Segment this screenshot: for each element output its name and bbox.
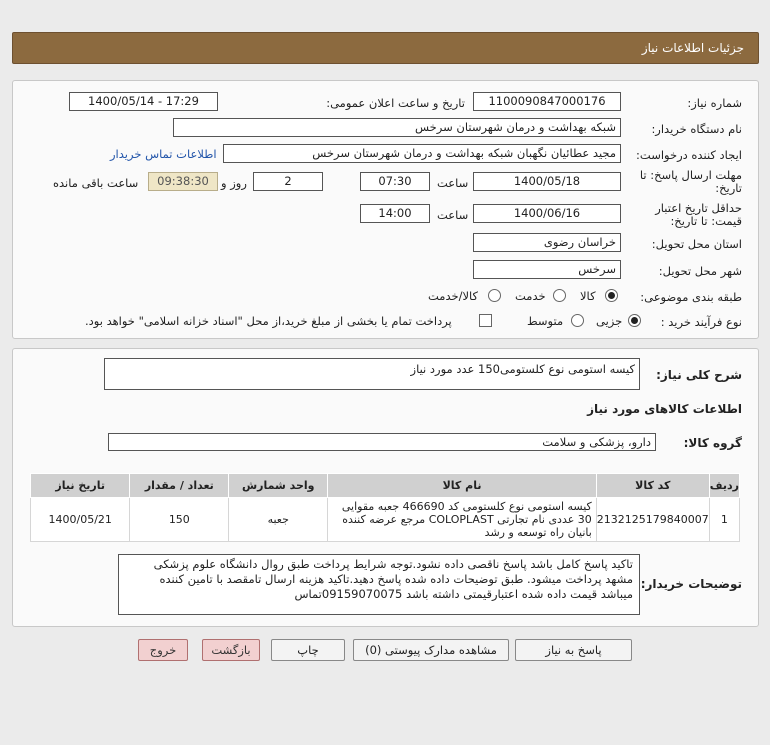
process-label: نوع فرآیند خرید : xyxy=(660,315,742,329)
buyer-notes-box: تاکید پاسخ کامل باشد پاسخ ناقصی داده نشود.توجه شرایط پرداخت طبق روال دانشگاه علوم پزشکی مشهد پرداخت میشود. طبق توضیحات داده شده پاسخ دهید.تاکید هزینه ارسال تامقصد با تامین کننده میباشد قیمت داده شده اعتبارقیمتی داشته باشد 09159070075تماس xyxy=(118,554,640,615)
deadline-time-label: ساعت xyxy=(437,176,469,190)
reply-button[interactable]: پاسخ به نیاز xyxy=(515,639,632,661)
deadline-date-field: 1400/05/18 xyxy=(473,172,621,191)
back-button[interactable]: بازگشت xyxy=(202,639,260,661)
remaining-label: ساعت باقی مانده xyxy=(53,176,139,190)
deadline-label-2: تاریخ: xyxy=(715,181,742,195)
province-field: خراسان رضوی xyxy=(473,233,621,252)
process-option-minor: جزیی xyxy=(596,314,623,328)
exit-button[interactable]: خروج xyxy=(138,639,188,661)
need-number-field: 1100090847000176 xyxy=(473,92,621,111)
treasury-payment-checkbox[interactable] xyxy=(479,314,492,327)
need-number-label: شماره نیاز: xyxy=(687,96,742,110)
validity-label-1: حداقل تاریخ اعتبار xyxy=(655,201,742,215)
category-radio-goods-service[interactable] xyxy=(488,289,501,302)
buyer-notes-label: توضیحات خریدار: xyxy=(640,577,742,591)
category-option-goods-service: کالا/خدمت xyxy=(428,289,479,303)
category-option-service: خدمت xyxy=(515,289,546,303)
category-option-goods: کالا xyxy=(580,289,596,303)
validity-time-field: 14:00 xyxy=(360,204,430,223)
table-header-row xyxy=(31,474,740,498)
deadline-label-1: مهلت ارسال پاسخ: تا xyxy=(639,168,742,182)
category-label: طبقه بندی موضوعی: xyxy=(640,290,742,304)
code-cell: 2132125179840007 xyxy=(596,498,709,542)
goods-group-label: گروه کالا: xyxy=(683,436,742,450)
attachments-button[interactable]: مشاهده مدارک پیوستی (0) xyxy=(353,639,509,661)
name-cell: کیسه استومی نوع کلستومی کد 466690 جعبه مقوایی 30 عددی نام تجارتی COLOPLAST مرجع عرضه کننده بانیان راه توسعه و رشد xyxy=(328,498,597,542)
date-cell: 1400/05/21 xyxy=(31,498,130,542)
row-number-cell: 1 xyxy=(709,498,739,542)
col-header-code: کد کالا xyxy=(596,474,709,498)
requester-field: مجید عطائیان نگهبان شبکه بهداشت و درمان شهرستان سرخس xyxy=(223,144,621,163)
col-header-unit: واحد شمارش xyxy=(229,474,328,498)
col-header-name: نام کالا xyxy=(328,474,597,498)
header-bar xyxy=(12,32,759,64)
remaining-time-field: 09:38:30 xyxy=(148,172,218,191)
quantity-cell: 150 xyxy=(130,498,229,542)
process-radio-minor[interactable] xyxy=(628,314,641,327)
col-header-quantity: تعداد / مقدار xyxy=(130,474,229,498)
deadline-time-field: 07:30 xyxy=(360,172,430,191)
col-header-date: تاریخ نیاز xyxy=(31,474,130,498)
validity-date-field: 1400/06/16 xyxy=(473,204,621,223)
announce-label: تاریخ و ساعت اعلان عمومی: xyxy=(326,96,465,110)
category-radio-goods[interactable] xyxy=(605,289,618,302)
print-button[interactable]: چاپ xyxy=(271,639,345,661)
page-title: جزئیات اطلاعات نیاز xyxy=(641,41,744,55)
city-field: سرخس xyxy=(473,260,621,279)
days-label: روز و xyxy=(221,176,247,190)
validity-label-2: قیمت: تا تاریخ: xyxy=(670,214,742,228)
province-label: استان محل تحویل: xyxy=(651,237,742,251)
unit-cell: جعبه xyxy=(229,498,328,542)
table-row xyxy=(31,498,740,542)
validity-time-label: ساعت xyxy=(437,208,469,222)
summary-field: کیسه استومی نوع کلستومی150 عدد مورد نیاز xyxy=(104,358,640,390)
payment-note: پرداخت تمام یا بخشی از مبلغ خرید،از محل "اسناد خزانه اسلامی" خواهد بود. xyxy=(85,314,452,328)
announce-datetime-field: 1400/05/14 - 17:29 xyxy=(69,92,218,111)
col-header-row-number: ردیف xyxy=(709,474,739,498)
items-table xyxy=(30,473,740,542)
items-section-title: اطلاعات کالاهای مورد نیاز xyxy=(587,402,742,416)
process-option-medium: متوسط xyxy=(527,314,564,328)
buyer-contact-link[interactable]: اطلاعات تماس خریدار xyxy=(110,147,217,161)
days-field: 2 xyxy=(253,172,323,191)
city-label: شهر محل تحویل: xyxy=(658,264,742,278)
requester-label: ایجاد کننده درخواست: xyxy=(636,148,742,162)
category-radio-service[interactable] xyxy=(553,289,566,302)
buyer-org-field: شبکه بهداشت و درمان شهرستان سرخس xyxy=(173,118,621,137)
goods-group-field: دارو، پزشکی و سلامت xyxy=(108,433,656,451)
buyer-org-label: نام دستگاه خریدار: xyxy=(651,122,742,136)
summary-label: شرح کلی نیاز: xyxy=(656,368,742,382)
process-radio-medium[interactable] xyxy=(571,314,584,327)
